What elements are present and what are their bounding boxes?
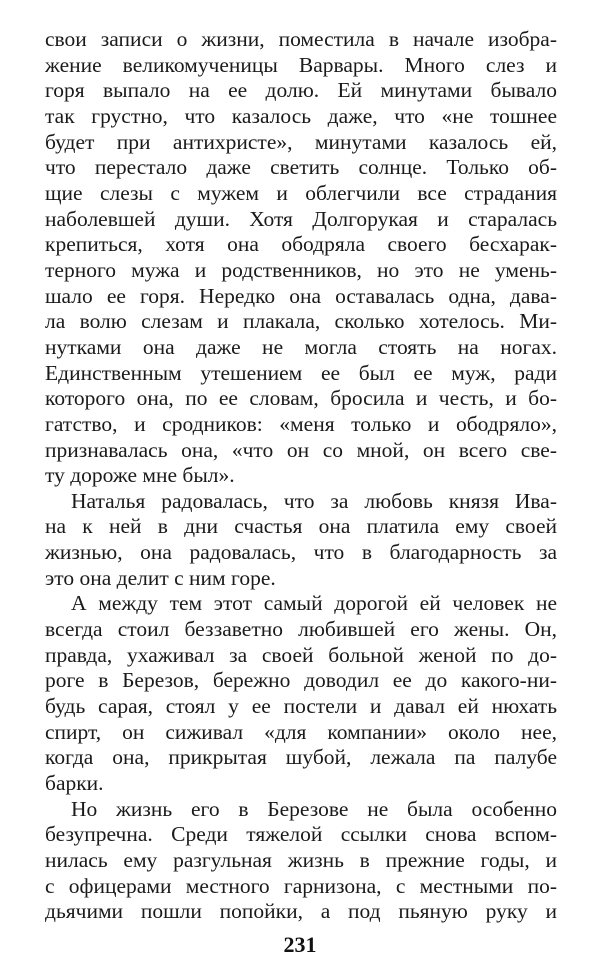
text-line: когда она, прикрытая шубой, лежала па палубе [45,745,557,770]
text-line: будь сарая, стоял у ее постели и давал ей нюхать [45,694,557,719]
text-line: всегда стоил беззаветно любившей его жены. Он, [45,617,557,642]
text-line: дьячими пошли попойки, а под пьяную руку и [45,899,557,924]
paragraph [45,489,557,592]
page-number: 231 [283,932,317,957]
text-line: безупречна. Среди тяжелой ссылки снова вспом- [45,822,557,847]
paragraph [45,591,557,796]
text-line: это она делит с ним горе. [45,565,276,590]
text-line: ту дороже мне был». [45,463,235,488]
text-line: Наталья радовалась, что за любовь князя Ива- [71,488,557,513]
text-line: терного мужа и родственников, но это не умень- [45,257,557,282]
text-line: А между тем этот самый дорогой ей человек не [71,591,557,616]
text-line: щие слезы с мужем и облегчили все страдания [45,180,557,205]
text-line: роге в Березов, бережно доводил ее до какого-ни- [45,668,557,693]
text-line: жение великомученицы Варвары. Много слез и [45,52,557,77]
text-line: гатство, и сродников: «меня только и ободряло», [45,411,557,436]
text-line: Но жизнь его в Березове не была особенно [71,796,557,821]
text-line: горя выпало на ее долю. Ей минутами бывало [45,78,557,103]
text-line: ла волю слезам и плакала, сколько хотелось. Ми- [45,309,557,334]
paragraph [45,797,557,925]
text-line: шало ее горя. Нередко она оставалась одна, дава- [45,283,557,308]
text-line: правда, ухаживал за своей больной женой по до- [45,642,557,667]
text-line: что перестало даже светить солнце. Только об- [45,155,557,180]
text-line: наболевшей души. Хотя Долгорукая и старалась [45,206,557,231]
text-line: которого она, по ее словам, бросила и честь, и бо- [45,386,557,411]
text-line: признавалась она, «что он со мной, он всего све- [45,437,557,462]
text-line: на к ней в дни счастья она платила ему своей [45,514,557,539]
text-line: будет при антихристе», минутами казалось ей, [45,129,557,154]
paragraph [45,27,557,489]
text-line: так грустно, что казалось даже, что «не тошнее [45,103,557,128]
text-line: свои записи о жизни, поместила в начале изобра- [45,27,557,51]
text-line: жизнью, она радовалась, что в благодарность за [45,540,557,565]
text-line: нилась ему разгульная жизнь в прежние годы, и [45,848,557,872]
text-line: с офицерами местного гарнизона, с местными по- [45,873,557,898]
text-line: спирт, он сиживал «для компании» около нее, [45,719,557,744]
text-line: крепиться, хотя она ободряла своего бесхарак- [45,232,557,257]
text-line: нутками она даже не могла стоять на ногах. [45,334,557,359]
page-body-text [45,27,557,925]
text-line: Единственным утешением ее был ее муж, ради [45,360,557,385]
text-line: барки. [45,771,104,796]
